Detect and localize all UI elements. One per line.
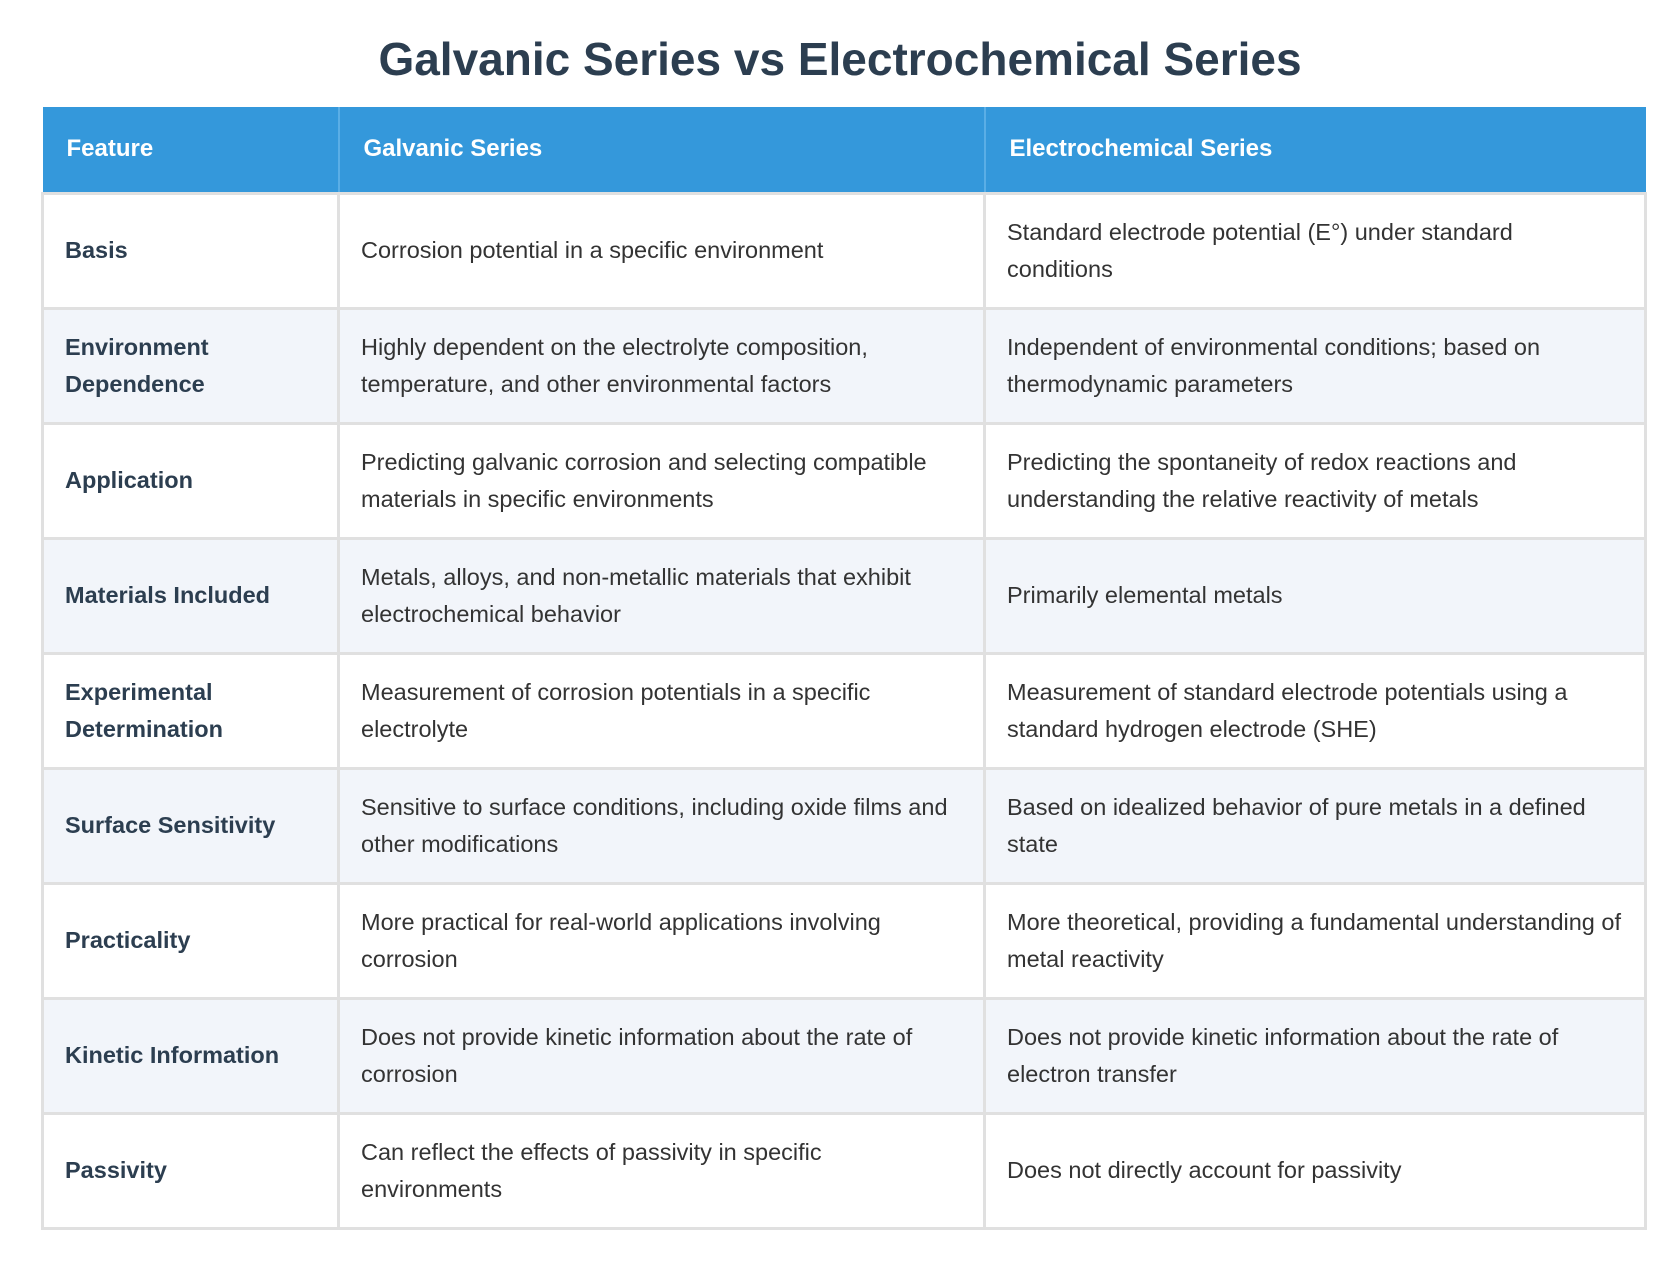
galvanic-cell: Sensitive to surface conditions, including oxide films and other modifications	[339, 768, 985, 883]
table-row	[43, 883, 1646, 998]
table-row	[43, 423, 1646, 538]
galvanic-cell: Does not provide kinetic information about the rate of corrosion	[339, 998, 985, 1113]
feature-cell: Basis	[43, 193, 339, 308]
table-header	[43, 107, 1646, 193]
galvanic-cell: Metals, alloys, and non-metallic materials that exhibit electrochemical behavior	[339, 538, 985, 653]
feature-cell: Environment Dependence	[43, 308, 339, 423]
feature-cell: Experimental Determination	[43, 653, 339, 768]
header-row	[43, 107, 1646, 193]
table-row	[43, 1113, 1646, 1228]
galvanic-cell: Predicting galvanic corrosion and selecting compatible materials in specific environments	[339, 423, 985, 538]
galvanic-cell: Corrosion potential in a specific environment	[339, 193, 985, 308]
table-body	[43, 193, 1646, 1228]
page-title: Galvanic Series vs Electrochemical Series	[378, 33, 1302, 85]
electrochemical-cell: Does not directly account for passivity	[985, 1113, 1646, 1228]
electrochemical-cell: More theoretical, providing a fundamental understanding of metal reactivity	[985, 883, 1646, 998]
electrochemical-cell: Predicting the spontaneity of redox reactions and understanding the relative reactivity of metals	[985, 423, 1646, 538]
table-row	[43, 308, 1646, 423]
table-row	[43, 538, 1646, 653]
electrochemical-cell: Based on idealized behavior of pure metals in a defined state	[985, 768, 1646, 883]
header-feature: Feature	[43, 107, 339, 193]
galvanic-cell: Can reflect the effects of passivity in specific environments	[339, 1113, 985, 1228]
electrochemical-cell: Independent of environmental conditions; based on thermodynamic parameters	[985, 308, 1646, 423]
feature-cell: Application	[43, 423, 339, 538]
feature-cell: Passivity	[43, 1113, 339, 1228]
electrochemical-cell: Does not provide kinetic information about the rate of electron transfer	[985, 998, 1646, 1113]
feature-cell: Practicality	[43, 883, 339, 998]
table-row	[43, 653, 1646, 768]
feature-cell: Kinetic Information	[43, 998, 339, 1113]
header-electrochemical-series: Electrochemical Series	[985, 107, 1646, 193]
table-row	[43, 193, 1646, 308]
table-row	[43, 998, 1646, 1113]
electrochemical-cell: Measurement of standard electrode potentials using a standard hydrogen electrode (SHE)	[985, 653, 1646, 768]
electrochemical-cell: Standard electrode potential (E°) under standard conditions	[985, 193, 1646, 308]
galvanic-cell: More practical for real-world applications involving corrosion	[339, 883, 985, 998]
header-galvanic-series: Galvanic Series	[339, 107, 985, 193]
electrochemical-cell: Primarily elemental metals	[985, 538, 1646, 653]
galvanic-cell: Highly dependent on the electrolyte composition, temperature, and other environmental factors	[339, 308, 985, 423]
comparison-table	[41, 107, 1647, 1230]
galvanic-cell: Measurement of corrosion potentials in a specific electrolyte	[339, 653, 985, 768]
feature-cell: Materials Included	[43, 538, 339, 653]
feature-cell: Surface Sensitivity	[43, 768, 339, 883]
table-row	[43, 768, 1646, 883]
